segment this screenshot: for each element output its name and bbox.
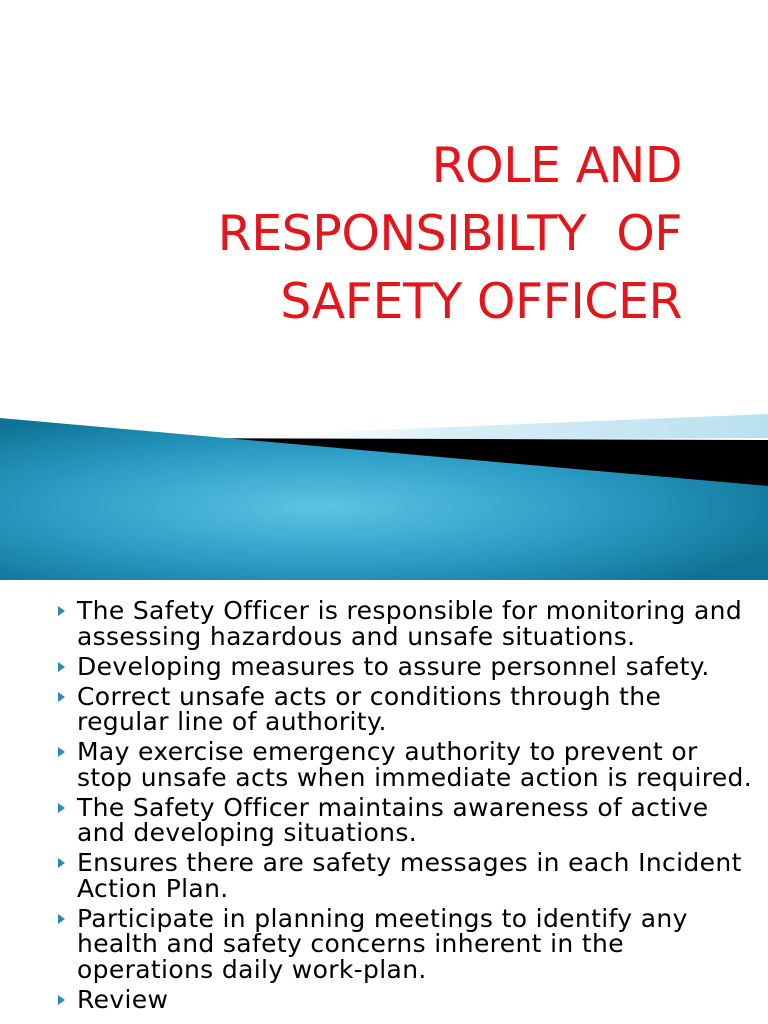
list-item (58, 903, 758, 984)
bullet-arrow-icon (58, 692, 65, 702)
bullet-arrow-icon (58, 662, 65, 672)
bullet-arrow-icon (58, 914, 65, 924)
band-light-strip (230, 414, 768, 440)
list-item (58, 651, 758, 681)
decorative-band (0, 410, 768, 580)
list-item (58, 681, 758, 736)
bullet-text: Participate in planning meetings to identify any health and safety concerns inherent in the operations daily work-plan. (77, 903, 688, 984)
bullet-text: Developing measures to assure personnel safety. (77, 651, 710, 681)
slide-title (122, 132, 682, 336)
bullet-text: Ensures there are safety messages in each Incident Action Plan. (77, 848, 742, 903)
bullet-text: Correct unsafe acts or conditions through the regular line of authority. (77, 681, 662, 736)
bullet-arrow-icon (58, 995, 65, 1005)
list-item (58, 598, 758, 649)
bullet-text: The Safety Officer maintains awareness of active and developing situations. (77, 792, 709, 847)
bullet-arrow-icon (58, 606, 65, 616)
list-item (58, 984, 758, 1014)
bullet-text: The Safety Officer is responsible for monitoring and assessing hazardous and unsafe situations. (77, 596, 743, 651)
bullet-arrow-icon (58, 803, 65, 813)
title-line-3: SAFETY OFFICER (280, 273, 682, 330)
bullet-list (58, 598, 758, 1017)
bullet-arrow-icon (58, 747, 65, 757)
bullet-text: Review (77, 984, 169, 1014)
bullet-arrow-icon (58, 858, 65, 868)
list-item (58, 850, 758, 901)
list-item (58, 792, 758, 847)
bullet-text: May exercise emergency authority to prevent or stop unsafe acts when immediate action is required. (77, 737, 753, 792)
list-item (58, 739, 758, 790)
title-line-1: ROLE AND (431, 137, 682, 194)
title-line-2: RESPONSIBILTY OF (217, 205, 682, 262)
